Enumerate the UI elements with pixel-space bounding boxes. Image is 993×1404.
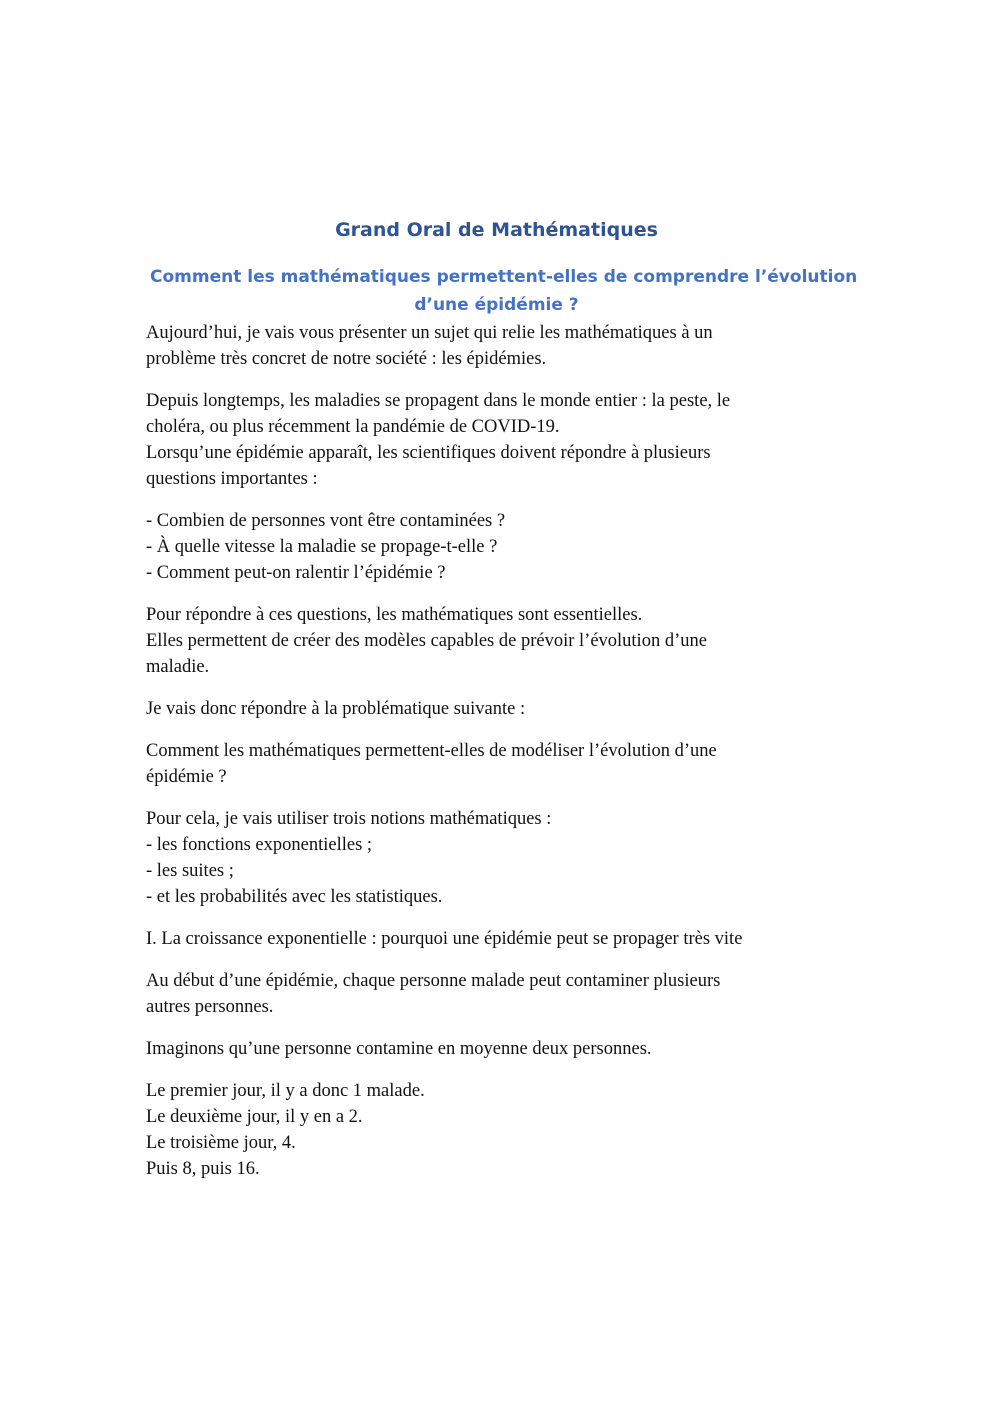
paragraph-questions-list — [146, 508, 846, 586]
text-line: autres personnes. — [146, 997, 274, 1017]
paragraph-importance — [146, 602, 846, 680]
text-line: Aujourd’hui, je vais vous présenter un sujet qui relie les mathématiques à un — [146, 323, 713, 343]
text-line: Le deuxième jour, il y en a 2. — [146, 1107, 363, 1127]
paragraph-sequence — [146, 1078, 846, 1182]
text-line: I. La croissance exponentielle : pourquoi une épidémie peut se propager très vite — [146, 929, 743, 949]
subtitle-line: d’une épidémie ? — [414, 295, 579, 315]
text-line: Je vais donc répondre à la problématique suivante : — [146, 699, 526, 719]
text-line: Le premier jour, il y a donc 1 malade. — [146, 1081, 425, 1101]
paragraph-hypothesis — [146, 1036, 846, 1062]
list-item: - Combien de personnes vont être contaminées ? — [146, 511, 506, 531]
list-item: - et les probabilités avec les statistiques. — [146, 887, 443, 907]
text-line: questions importantes : — [146, 469, 318, 489]
text-line: Pour cela, je vais utiliser trois notions mathématiques : — [146, 809, 552, 829]
document-subtitle — [150, 263, 858, 319]
document-title: Grand Oral de Mathématiques — [335, 219, 658, 241]
text-line: Pour répondre à ces questions, les mathématiques sont essentielles. — [146, 605, 643, 625]
subtitle-line: Comment les mathématiques permettent-elles de comprendre l’évolution — [150, 267, 858, 287]
paragraph-context — [146, 388, 846, 492]
text-line: Imaginons qu’une personne contamine en moyenne deux personnes. — [146, 1039, 652, 1059]
paragraph-intro — [146, 320, 846, 372]
text-line: choléra, ou plus récemment la pandémie de COVID-19. — [146, 417, 560, 437]
list-item: - les fonctions exponentielles ; — [146, 835, 373, 855]
paragraph-notions-list — [146, 806, 846, 910]
text-line: Puis 8, puis 16. — [146, 1159, 260, 1179]
document-body — [146, 320, 846, 1198]
list-item: - Comment peut-on ralentir l’épidémie ? — [146, 563, 446, 583]
text-line: Depuis longtemps, les maladies se propagent dans le monde entier : la peste, le — [146, 391, 731, 411]
paragraph-problem-statement — [146, 738, 846, 790]
text-line: Comment les mathématiques permettent-elles de modéliser l’évolution d’une — [146, 741, 717, 761]
list-item: - À quelle vitesse la maladie se propage-t-elle ? — [146, 537, 498, 557]
text-line: problème très concret de notre société : les épidémies. — [146, 349, 547, 369]
paragraph-contamination — [146, 968, 846, 1020]
text-line: Elles permettent de créer des modèles capables de prévoir l’évolution d’une — [146, 631, 707, 651]
text-line: Lorsqu’une épidémie apparaît, les scientifiques doivent répondre à plusieurs — [146, 443, 711, 463]
text-line: épidémie ? — [146, 767, 227, 787]
list-item: - les suites ; — [146, 861, 234, 881]
text-line: Le troisième jour, 4. — [146, 1133, 296, 1153]
paragraph-problem-intro — [146, 696, 846, 722]
text-line: maladie. — [146, 657, 210, 677]
text-line: Au début d’une épidémie, chaque personne malade peut contaminer plusieurs — [146, 971, 721, 991]
section-heading — [146, 926, 846, 952]
